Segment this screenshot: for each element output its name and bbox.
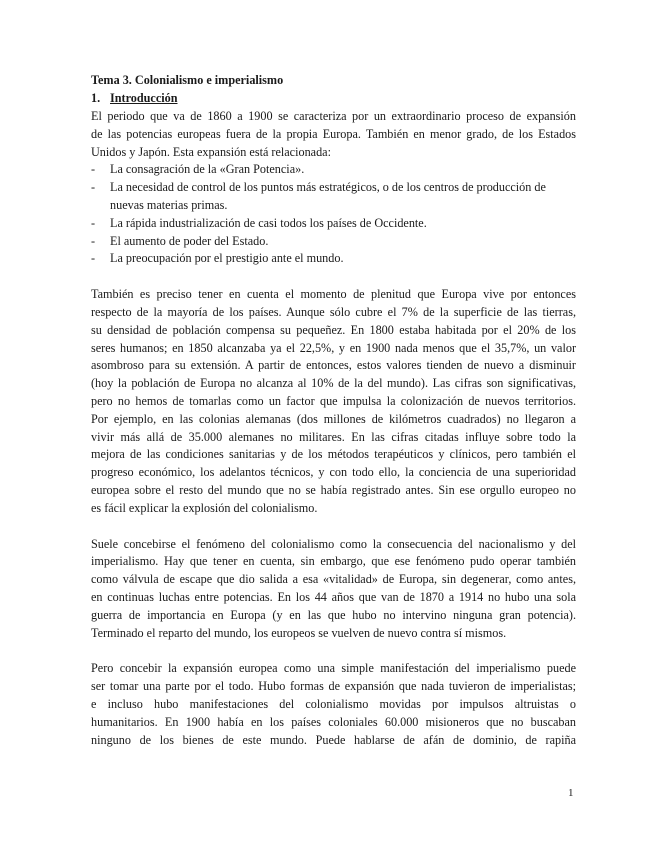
list-item-text — [110, 250, 576, 268]
paragraph-line: pero no hemos de tomarlas como un factor que impulsa la colonización de nuevos territorios. — [91, 393, 576, 408]
paragraph-line: Unidos y Japón. Esta expansión está relacionada: — [91, 144, 331, 159]
paragraph-line: e incluso hubo manifestaciones del colonialismo movidas por impulsos altruistas o — [91, 696, 576, 711]
paragraph-line: de las potencias europeas fuera de la propia Europa. También en menor grado, de los Estados — [91, 126, 576, 141]
list-item-text — [110, 179, 576, 215]
paragraph-4 — [91, 660, 576, 749]
list-item — [91, 233, 576, 251]
paragraph-line: asombroso para su extensión. A partir de entonces, estos valores tienden de nuevo a disminuir — [91, 358, 576, 373]
paragraph-line: Pero concebir la expansión europea como una simple manifestación del imperialismo puede — [91, 661, 576, 676]
list-item — [91, 215, 576, 233]
list-item — [91, 161, 576, 179]
list-item-line: La consagración de la «Gran Potencia». — [110, 162, 305, 177]
paragraph-line: Terminado el reparto del mundo, los europeos se vuelven de nuevo contra sí mismos. — [91, 625, 507, 640]
bullet-dash: - — [91, 233, 96, 248]
paragraph-line: humanitarios. En 1900 había en los países coloniales 60.000 misioneros que no buscaban — [91, 714, 576, 729]
bullet-dash: - — [91, 251, 96, 266]
bullet-dash: - — [91, 162, 96, 177]
section-title: Introducción — [110, 91, 178, 105]
paragraph-line: El periodo que va de 1860 a 1900 se caracteriza por un extraordinario proceso de expansión — [91, 109, 576, 123]
section-heading — [91, 90, 576, 108]
paragraph-2 — [91, 286, 576, 517]
paragraph-line: seres humanos; en 1850 alcanzaba ya el 22,5%, y en 1900 nada menos que el 35,7%, un valor — [91, 340, 576, 355]
bullet-dash: - — [91, 215, 96, 230]
document-title: Tema 3. Colonialismo e imperialismo — [91, 73, 284, 87]
paragraph-line: progreso económico, los adelantos técnicos, y con todo ello, la conciencia de una superioridad — [91, 465, 576, 480]
paragraph-spacer — [91, 268, 576, 286]
paragraph-line: imperialismo. Hay que tener en cuenta, sin embargo, que ese fenómeno pudo operar también — [91, 554, 576, 569]
paragraph-line: vivir más allá de 35.000 alemanes no militares. En las cifras citadas influye sobre todo la — [91, 429, 576, 444]
list-item-text — [110, 215, 576, 233]
paragraph-line: su densidad de población compensa su pequeñez. En 1800 estaba habitada por el 20% de los — [91, 322, 576, 337]
bullet-dash: - — [91, 180, 96, 195]
list-item — [91, 250, 576, 268]
list-item-line: La necesidad de control de los puntos más estratégicos, o de los centros de producción de — [110, 180, 546, 195]
list-item-line: La preocupación por el prestigio ante el mundo. — [110, 251, 344, 266]
list-item-text — [110, 161, 576, 179]
section-number: 1. — [91, 91, 101, 105]
paragraph-3 — [91, 536, 576, 643]
list-item-text — [110, 233, 576, 251]
paragraph-line: respecto de la mayoría de los países. Aunque sólo cubre el 7% de la superficie de las tierras, — [91, 304, 576, 319]
paragraph-line: Suele concebirse el fenómeno del colonialismo como la consecuencia del nacionalismo y del — [91, 536, 576, 551]
page-number: 1 — [568, 787, 574, 799]
document-body — [91, 72, 576, 749]
paragraph-line: en continuas luchas entre potencias. En los 44 años que van de 1870 a 1914 no hubo una sola — [91, 589, 576, 604]
paragraph-line: como válvula de escape que dio salida a esa «vitalidad» de Europa, sin degenerar, como antes, — [91, 572, 576, 587]
paragraph-line: ser tomar una parte por el todo. Hubo formas de expansión que nada tuvieron de imperialistas; — [91, 679, 576, 694]
paragraph-line: guerra de importancia en Europa (y en las que hubo no intervino ninguna gran potencia). — [91, 607, 576, 622]
list-item-line: El aumento de poder del Estado. — [110, 233, 269, 248]
list-item-line: La rápida industrialización de casi todos los países de Occidente. — [110, 215, 427, 230]
paragraph-line: (hoy la población de Europa no alcanza al 10% de la del mundo). Las cifras son significativas, — [91, 376, 576, 391]
paragraph-line: También es preciso tener en cuenta el momento de plenitud que Europa vive por entonces — [91, 287, 576, 302]
paragraph-line: ninguno de los bienes de este mundo. Puede hablarse de afán de dominio, de rapiña — [91, 732, 576, 747]
list-item-line: nuevas materias primas. — [110, 197, 228, 212]
paragraph-line: es fácil explicar la explosión del colonialismo. — [91, 500, 318, 515]
paragraph-line: mejora de las condiciones sanitarias y de los métodos terapéuticos y clínicos, pero también el — [91, 447, 576, 462]
bullet-list — [91, 161, 576, 268]
paragraph-line: Por ejemplo, en las colonias alemanas (dos millones de kilómetros cuadrados) no llegaron a — [91, 411, 576, 426]
paragraph-spacer — [91, 518, 576, 536]
list-item — [91, 179, 576, 215]
paragraph-spacer — [91, 642, 576, 660]
paragraph-line: europea sobre el resto del mundo que no se había registrado antes. Sin ese orgullo europeo no — [91, 482, 576, 497]
intro-paragraph — [91, 108, 576, 161]
